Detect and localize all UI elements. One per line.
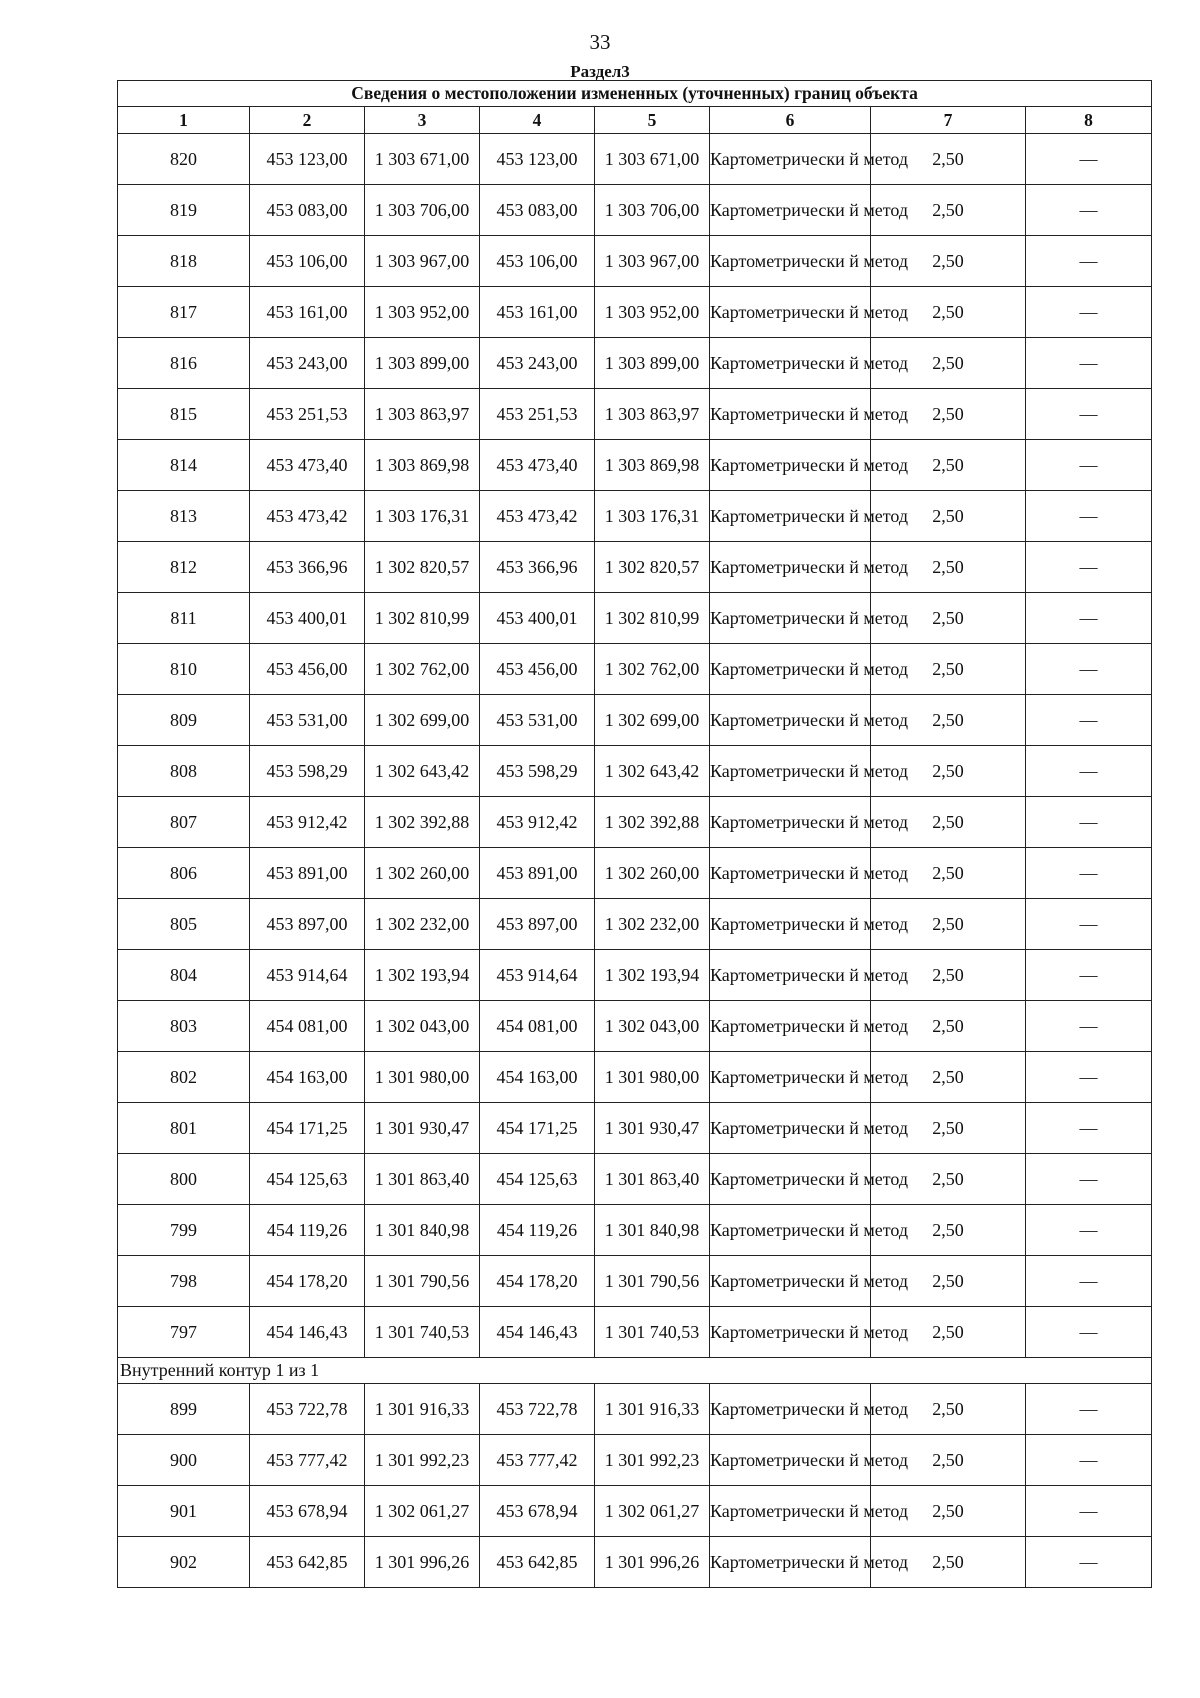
y-old-cell: 1 301 992,23 xyxy=(365,1435,480,1486)
column-header: 4 xyxy=(480,107,595,134)
table-row xyxy=(118,1103,1152,1154)
y-new-cell: 1 303 869,98 xyxy=(595,440,710,491)
description-cell: — xyxy=(1026,491,1152,542)
table-row xyxy=(118,797,1152,848)
y-new-cell: 1 301 740,53 xyxy=(595,1307,710,1358)
method-cell: Картометрически й метод xyxy=(710,338,871,389)
x-old-cell: 453 722,78 xyxy=(250,1384,365,1435)
x-old-cell: 453 400,01 xyxy=(250,593,365,644)
table-row xyxy=(118,287,1152,338)
y-old-cell: 1 302 762,00 xyxy=(365,644,480,695)
description-cell: — xyxy=(1026,134,1152,185)
table-row xyxy=(118,950,1152,1001)
method-cell: Картометрически й метод xyxy=(710,1537,871,1588)
description-cell: — xyxy=(1026,287,1152,338)
point-number-cell: 814 xyxy=(118,440,250,491)
y-new-cell: 1 302 699,00 xyxy=(595,695,710,746)
y-new-cell: 1 302 260,00 xyxy=(595,848,710,899)
x-new-cell: 454 081,00 xyxy=(480,1001,595,1052)
y-old-cell: 1 301 863,40 xyxy=(365,1154,480,1205)
accuracy-cell: 2,50 xyxy=(871,1154,1026,1205)
y-new-cell: 1 301 996,26 xyxy=(595,1537,710,1588)
description-cell: — xyxy=(1026,440,1152,491)
y-old-cell: 1 302 699,00 xyxy=(365,695,480,746)
y-old-cell: 1 302 810,99 xyxy=(365,593,480,644)
y-old-cell: 1 301 790,56 xyxy=(365,1256,480,1307)
table-caption: Сведения о местоположении измененных (уточненных) границ объекта xyxy=(118,81,1152,107)
column-header: 1 xyxy=(118,107,250,134)
x-new-cell: 453 642,85 xyxy=(480,1537,595,1588)
point-number-cell: 809 xyxy=(118,695,250,746)
accuracy-cell: 2,50 xyxy=(871,1486,1026,1537)
table-row xyxy=(118,1537,1152,1588)
description-cell: — xyxy=(1026,593,1152,644)
x-old-cell: 453 083,00 xyxy=(250,185,365,236)
accuracy-cell: 2,50 xyxy=(871,848,1026,899)
accuracy-cell: 2,50 xyxy=(871,899,1026,950)
column-header: 6 xyxy=(710,107,871,134)
y-old-cell: 1 301 840,98 xyxy=(365,1205,480,1256)
y-old-cell: 1 302 043,00 xyxy=(365,1001,480,1052)
point-number-cell: 806 xyxy=(118,848,250,899)
table-row xyxy=(118,389,1152,440)
point-number-cell: 899 xyxy=(118,1384,250,1435)
y-new-cell: 1 301 980,00 xyxy=(595,1052,710,1103)
y-new-cell: 1 302 643,42 xyxy=(595,746,710,797)
y-old-cell: 1 302 643,42 xyxy=(365,746,480,797)
description-cell: — xyxy=(1026,1001,1152,1052)
column-header: 2 xyxy=(250,107,365,134)
point-number-cell: 802 xyxy=(118,1052,250,1103)
x-old-cell: 453 473,40 xyxy=(250,440,365,491)
x-old-cell: 453 456,00 xyxy=(250,644,365,695)
y-old-cell: 1 301 930,47 xyxy=(365,1103,480,1154)
table-row xyxy=(118,695,1152,746)
method-cell: Картометрически й метод xyxy=(710,1205,871,1256)
x-old-cell: 454 178,20 xyxy=(250,1256,365,1307)
accuracy-cell: 2,50 xyxy=(871,746,1026,797)
table-row xyxy=(118,1205,1152,1256)
point-number-cell: 820 xyxy=(118,134,250,185)
x-old-cell: 453 243,00 xyxy=(250,338,365,389)
y-new-cell: 1 303 899,00 xyxy=(595,338,710,389)
y-new-cell: 1 303 176,31 xyxy=(595,491,710,542)
description-cell: — xyxy=(1026,389,1152,440)
table-row xyxy=(118,134,1152,185)
y-new-cell: 1 301 840,98 xyxy=(595,1205,710,1256)
x-new-cell: 454 171,25 xyxy=(480,1103,595,1154)
y-old-cell: 1 301 916,33 xyxy=(365,1384,480,1435)
x-new-cell: 453 366,96 xyxy=(480,542,595,593)
description-cell: — xyxy=(1026,797,1152,848)
method-cell: Картометрически й метод xyxy=(710,236,871,287)
y-new-cell: 1 302 762,00 xyxy=(595,644,710,695)
column-header: 5 xyxy=(595,107,710,134)
method-cell: Картометрически й метод xyxy=(710,899,871,950)
method-cell: Картометрически й метод xyxy=(710,746,871,797)
accuracy-cell: 2,50 xyxy=(871,950,1026,1001)
x-old-cell: 453 123,00 xyxy=(250,134,365,185)
method-cell: Картометрически й метод xyxy=(710,797,871,848)
x-new-cell: 453 243,00 xyxy=(480,338,595,389)
accuracy-cell: 2,50 xyxy=(871,1384,1026,1435)
method-cell: Картометрически й метод xyxy=(710,389,871,440)
method-cell: Картометрически й метод xyxy=(710,1052,871,1103)
y-new-cell: 1 302 392,88 xyxy=(595,797,710,848)
x-new-cell: 453 123,00 xyxy=(480,134,595,185)
description-cell: — xyxy=(1026,1154,1152,1205)
method-cell: Картометрически й метод xyxy=(710,1307,871,1358)
method-cell: Картометрически й метод xyxy=(710,134,871,185)
description-cell: — xyxy=(1026,185,1152,236)
method-cell: Картометрически й метод xyxy=(710,1486,871,1537)
x-new-cell: 453 531,00 xyxy=(480,695,595,746)
method-cell: Картометрически й метод xyxy=(710,185,871,236)
x-old-cell: 454 163,00 xyxy=(250,1052,365,1103)
point-number-cell: 816 xyxy=(118,338,250,389)
table-row xyxy=(118,1435,1152,1486)
section-title: Раздел3 xyxy=(570,62,630,81)
x-old-cell: 454 125,63 xyxy=(250,1154,365,1205)
x-new-cell: 453 251,53 xyxy=(480,389,595,440)
description-cell: — xyxy=(1026,1537,1152,1588)
point-number-cell: 900 xyxy=(118,1435,250,1486)
description-cell: — xyxy=(1026,338,1152,389)
y-old-cell: 1 302 260,00 xyxy=(365,848,480,899)
y-old-cell: 1 303 952,00 xyxy=(365,287,480,338)
x-old-cell: 454 081,00 xyxy=(250,1001,365,1052)
table-row xyxy=(118,185,1152,236)
point-number-cell: 800 xyxy=(118,1154,250,1205)
method-cell: Картометрически й метод xyxy=(710,593,871,644)
y-old-cell: 1 302 820,57 xyxy=(365,542,480,593)
point-number-cell: 804 xyxy=(118,950,250,1001)
x-new-cell: 453 914,64 xyxy=(480,950,595,1001)
table-row xyxy=(118,542,1152,593)
method-cell: Картометрически й метод xyxy=(710,644,871,695)
accuracy-cell: 2,50 xyxy=(871,1537,1026,1588)
accuracy-cell: 2,50 xyxy=(871,593,1026,644)
description-cell: — xyxy=(1026,1103,1152,1154)
x-new-cell: 453 897,00 xyxy=(480,899,595,950)
table-row xyxy=(118,1001,1152,1052)
y-old-cell: 1 302 193,94 xyxy=(365,950,480,1001)
x-old-cell: 453 161,00 xyxy=(250,287,365,338)
accuracy-cell: 2,50 xyxy=(871,1001,1026,1052)
description-cell: — xyxy=(1026,746,1152,797)
y-new-cell: 1 303 952,00 xyxy=(595,287,710,338)
y-old-cell: 1 302 061,27 xyxy=(365,1486,480,1537)
y-new-cell: 1 301 930,47 xyxy=(595,1103,710,1154)
accuracy-cell: 2,50 xyxy=(871,338,1026,389)
point-number-cell: 810 xyxy=(118,644,250,695)
point-number-cell: 901 xyxy=(118,1486,250,1537)
x-new-cell: 453 473,42 xyxy=(480,491,595,542)
x-new-cell: 453 598,29 xyxy=(480,746,595,797)
x-new-cell: 453 083,00 xyxy=(480,185,595,236)
table-row xyxy=(118,491,1152,542)
table-row xyxy=(118,746,1152,797)
x-old-cell: 453 473,42 xyxy=(250,491,365,542)
description-cell: — xyxy=(1026,542,1152,593)
table-row xyxy=(118,848,1152,899)
method-cell: Картометрически й метод xyxy=(710,695,871,746)
method-cell: Картометрически й метод xyxy=(710,1435,871,1486)
table-row xyxy=(118,1384,1152,1435)
x-old-cell: 453 897,00 xyxy=(250,899,365,950)
x-new-cell: 454 119,26 xyxy=(480,1205,595,1256)
table-row xyxy=(118,899,1152,950)
method-cell: Картометрически й метод xyxy=(710,1154,871,1205)
y-new-cell: 1 303 863,97 xyxy=(595,389,710,440)
y-old-cell: 1 301 740,53 xyxy=(365,1307,480,1358)
y-old-cell: 1 303 967,00 xyxy=(365,236,480,287)
method-cell: Картометрически й метод xyxy=(710,848,871,899)
x-old-cell: 453 531,00 xyxy=(250,695,365,746)
description-cell: — xyxy=(1026,1307,1152,1358)
description-cell: — xyxy=(1026,950,1152,1001)
point-number-cell: 813 xyxy=(118,491,250,542)
accuracy-cell: 2,50 xyxy=(871,542,1026,593)
description-cell: — xyxy=(1026,644,1152,695)
x-old-cell: 454 171,25 xyxy=(250,1103,365,1154)
point-number-cell: 815 xyxy=(118,389,250,440)
x-old-cell: 453 251,53 xyxy=(250,389,365,440)
accuracy-cell: 2,50 xyxy=(871,1052,1026,1103)
inner-contour-rows xyxy=(118,1384,1152,1588)
y-old-cell: 1 301 996,26 xyxy=(365,1537,480,1588)
point-number-cell: 803 xyxy=(118,1001,250,1052)
point-number-cell: 818 xyxy=(118,236,250,287)
coordinates-table xyxy=(117,80,1152,1588)
description-cell: — xyxy=(1026,1435,1152,1486)
accuracy-cell: 2,50 xyxy=(871,491,1026,542)
x-old-cell: 453 106,00 xyxy=(250,236,365,287)
x-old-cell: 453 912,42 xyxy=(250,797,365,848)
description-cell: — xyxy=(1026,695,1152,746)
accuracy-cell: 2,50 xyxy=(871,134,1026,185)
accuracy-cell: 2,50 xyxy=(871,1256,1026,1307)
point-number-cell: 798 xyxy=(118,1256,250,1307)
accuracy-cell: 2,50 xyxy=(871,389,1026,440)
inner-contour-label: Внутренний контур 1 из 1 xyxy=(118,1358,1152,1384)
y-new-cell: 1 301 992,23 xyxy=(595,1435,710,1486)
x-new-cell: 453 106,00 xyxy=(480,236,595,287)
point-number-cell: 902 xyxy=(118,1537,250,1588)
method-cell: Картометрически й метод xyxy=(710,1001,871,1052)
table-row xyxy=(118,1256,1152,1307)
point-number-cell: 819 xyxy=(118,185,250,236)
y-new-cell: 1 302 043,00 xyxy=(595,1001,710,1052)
y-old-cell: 1 303 671,00 xyxy=(365,134,480,185)
column-header: 3 xyxy=(365,107,480,134)
description-cell: — xyxy=(1026,848,1152,899)
description-cell: — xyxy=(1026,1384,1152,1435)
y-new-cell: 1 303 706,00 xyxy=(595,185,710,236)
x-new-cell: 453 456,00 xyxy=(480,644,595,695)
x-new-cell: 453 722,78 xyxy=(480,1384,595,1435)
accuracy-cell: 2,50 xyxy=(871,1435,1026,1486)
method-cell: Картометрически й метод xyxy=(710,491,871,542)
x-old-cell: 453 678,94 xyxy=(250,1486,365,1537)
outer-contour-rows xyxy=(118,134,1152,1358)
method-cell: Картометрически й метод xyxy=(710,287,871,338)
y-new-cell: 1 302 810,99 xyxy=(595,593,710,644)
y-old-cell: 1 302 392,88 xyxy=(365,797,480,848)
x-old-cell: 453 914,64 xyxy=(250,950,365,1001)
y-new-cell: 1 303 671,00 xyxy=(595,134,710,185)
point-number-cell: 807 xyxy=(118,797,250,848)
y-old-cell: 1 303 863,97 xyxy=(365,389,480,440)
x-new-cell: 453 473,40 xyxy=(480,440,595,491)
y-old-cell: 1 303 869,98 xyxy=(365,440,480,491)
y-old-cell: 1 303 899,00 xyxy=(365,338,480,389)
method-cell: Картометрически й метод xyxy=(710,950,871,1001)
table-row xyxy=(118,1486,1152,1537)
x-old-cell: 453 598,29 xyxy=(250,746,365,797)
x-new-cell: 454 146,43 xyxy=(480,1307,595,1358)
accuracy-cell: 2,50 xyxy=(871,1103,1026,1154)
y-new-cell: 1 302 193,94 xyxy=(595,950,710,1001)
x-new-cell: 454 178,20 xyxy=(480,1256,595,1307)
accuracy-cell: 2,50 xyxy=(871,1307,1026,1358)
accuracy-cell: 2,50 xyxy=(871,1205,1026,1256)
accuracy-cell: 2,50 xyxy=(871,797,1026,848)
method-cell: Картометрически й метод xyxy=(710,542,871,593)
point-number-cell: 801 xyxy=(118,1103,250,1154)
column-header: 8 xyxy=(1026,107,1152,134)
table-row xyxy=(118,644,1152,695)
point-number-cell: 808 xyxy=(118,746,250,797)
column-header: 7 xyxy=(871,107,1026,134)
x-new-cell: 453 891,00 xyxy=(480,848,595,899)
description-cell: — xyxy=(1026,1486,1152,1537)
x-old-cell: 454 119,26 xyxy=(250,1205,365,1256)
y-old-cell: 1 301 980,00 xyxy=(365,1052,480,1103)
description-cell: — xyxy=(1026,1052,1152,1103)
x-old-cell: 454 146,43 xyxy=(250,1307,365,1358)
point-number-cell: 812 xyxy=(118,542,250,593)
point-number-cell: 797 xyxy=(118,1307,250,1358)
x-new-cell: 454 163,00 xyxy=(480,1052,595,1103)
method-cell: Картометрически й метод xyxy=(710,1103,871,1154)
accuracy-cell: 2,50 xyxy=(871,236,1026,287)
point-number-cell: 799 xyxy=(118,1205,250,1256)
y-new-cell: 1 301 916,33 xyxy=(595,1384,710,1435)
method-cell: Картометрически й метод xyxy=(710,440,871,491)
x-new-cell: 453 777,42 xyxy=(480,1435,595,1486)
y-new-cell: 1 301 790,56 xyxy=(595,1256,710,1307)
y-old-cell: 1 302 232,00 xyxy=(365,899,480,950)
x-old-cell: 453 642,85 xyxy=(250,1537,365,1588)
x-old-cell: 453 777,42 xyxy=(250,1435,365,1486)
table-row xyxy=(118,338,1152,389)
x-new-cell: 453 912,42 xyxy=(480,797,595,848)
x-old-cell: 453 366,96 xyxy=(250,542,365,593)
y-new-cell: 1 301 863,40 xyxy=(595,1154,710,1205)
point-number-cell: 817 xyxy=(118,287,250,338)
y-new-cell: 1 302 820,57 xyxy=(595,542,710,593)
x-new-cell: 453 678,94 xyxy=(480,1486,595,1537)
x-new-cell: 454 125,63 xyxy=(480,1154,595,1205)
point-number-cell: 811 xyxy=(118,593,250,644)
method-cell: Картометрически й метод xyxy=(710,1384,871,1435)
x-new-cell: 453 400,01 xyxy=(480,593,595,644)
table-row xyxy=(118,593,1152,644)
description-cell: — xyxy=(1026,1205,1152,1256)
page-number: 33 xyxy=(589,30,611,54)
table-row xyxy=(118,1052,1152,1103)
accuracy-cell: 2,50 xyxy=(871,440,1026,491)
y-old-cell: 1 303 706,00 xyxy=(365,185,480,236)
accuracy-cell: 2,50 xyxy=(871,644,1026,695)
description-cell: — xyxy=(1026,899,1152,950)
method-cell: Картометрически й метод xyxy=(710,1256,871,1307)
point-number-cell: 805 xyxy=(118,899,250,950)
accuracy-cell: 2,50 xyxy=(871,695,1026,746)
x-new-cell: 453 161,00 xyxy=(480,287,595,338)
accuracy-cell: 2,50 xyxy=(871,287,1026,338)
description-cell: — xyxy=(1026,236,1152,287)
y-new-cell: 1 302 232,00 xyxy=(595,899,710,950)
table-row xyxy=(118,236,1152,287)
table-row xyxy=(118,440,1152,491)
y-new-cell: 1 303 967,00 xyxy=(595,236,710,287)
table-row xyxy=(118,1154,1152,1205)
y-new-cell: 1 302 061,27 xyxy=(595,1486,710,1537)
column-header-row xyxy=(118,107,1152,134)
description-cell: — xyxy=(1026,1256,1152,1307)
y-old-cell: 1 303 176,31 xyxy=(365,491,480,542)
accuracy-cell: 2,50 xyxy=(871,185,1026,236)
x-old-cell: 453 891,00 xyxy=(250,848,365,899)
table-row xyxy=(118,1307,1152,1358)
